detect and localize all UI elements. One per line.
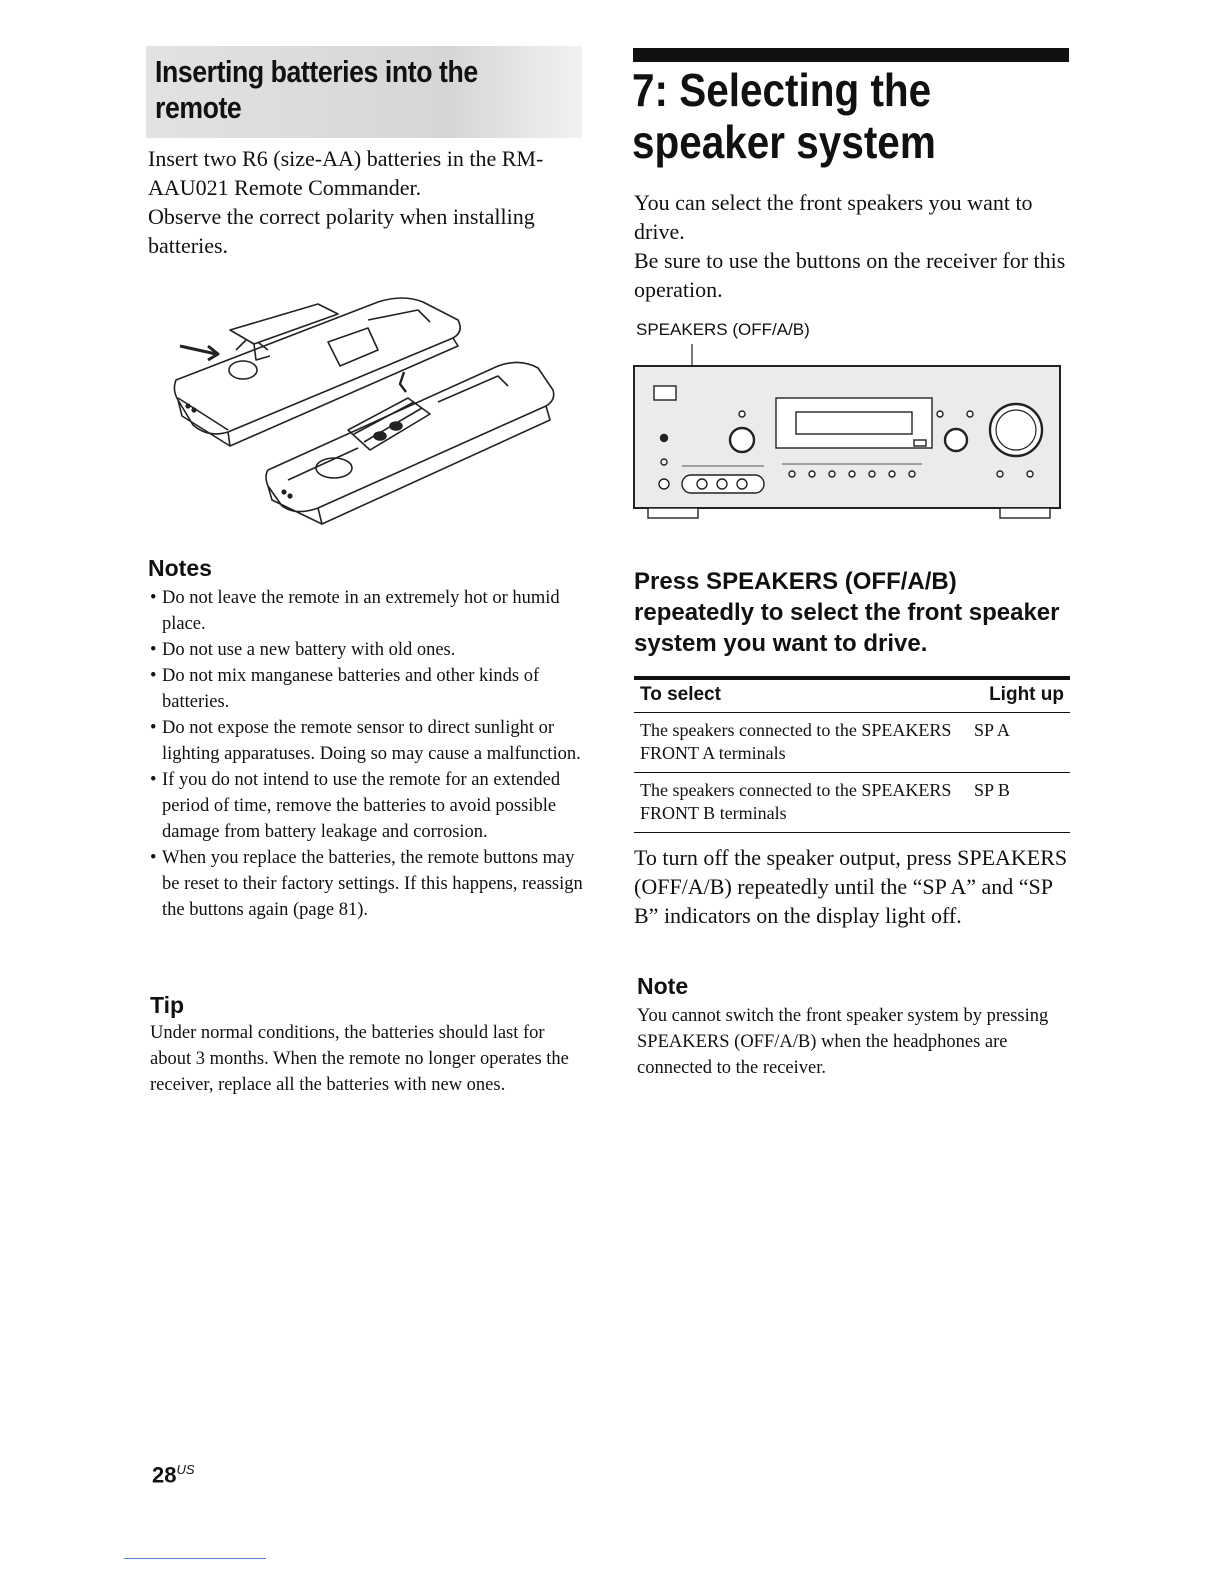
page-suffix: US <box>176 1462 195 1477</box>
list-item: • Do not leave the remote in an extremely hot or humid place. <box>148 585 588 637</box>
speaker-intro <box>634 188 1074 304</box>
table-cell: SP B <box>974 780 1010 800</box>
list-item: • If you do not intend to use the remote for an extended period of time, remove the batteries to avoid possible damage from battery leakage and corrosion. <box>148 767 588 845</box>
list-item: • Do not use a new battery with old ones. <box>148 637 588 663</box>
page-number: $28^{US}$ <box>152 1462 195 1488</box>
bullet-icon: • <box>150 588 157 608</box>
bullet-icon: • <box>150 640 157 660</box>
page-title: 7: Selecting the speaker system <box>632 64 936 168</box>
table-cell: SP A <box>974 720 1010 740</box>
tip-heading: Tip <box>150 992 185 1018</box>
bullet-icon: • <box>150 666 157 686</box>
footer-rule <box>124 1558 266 1559</box>
section-heading: Inserting batteries into the remote <box>155 54 478 125</box>
remote-battery-illustration <box>168 280 568 535</box>
table-row <box>634 713 1070 773</box>
battery-intro <box>148 144 578 260</box>
notes-heading: Notes <box>148 555 212 581</box>
intro-paragraph: Observe the correct polarity when installing batteries. <box>148 204 535 258</box>
table-row <box>634 773 1070 833</box>
bullet-icon: • <box>150 718 157 738</box>
list-item: • When you replace the batteries, the remote buttons may be reset to their factory settings. If this happens, reassign the buttons again (page 81). <box>148 845 588 923</box>
notes-list <box>148 585 588 923</box>
list-item: • Do not mix manganese batteries and other kinds of batteries. <box>148 663 588 715</box>
bullet-icon: • <box>150 770 157 790</box>
paragraph: To turn off the speaker output, press SPEAKERS (OFF/A/B) repeatedly until the “SP A” and “SP B” indicators on the display light off. <box>634 845 1068 928</box>
note-text: You cannot switch the front speaker system by pressing SPEAKERS (OFF/A/B) when the headphones are connected to the receiver. <box>637 1006 1049 1078</box>
intro-paragraph: You can select the front speakers you want to drive. <box>634 190 1033 244</box>
table-cell: The speakers connected to the SPEAKERS FRONT A terminals <box>640 720 952 763</box>
note-heading: Note <box>637 973 689 999</box>
table-header <box>634 680 1070 713</box>
speaker-selection-table <box>634 676 1070 833</box>
turn-off-instructions <box>634 843 1074 930</box>
list-item: • Do not expose the remote sensor to direct sunlight or lighting apparatuses. Doing so may cause a malfunction. <box>148 715 588 767</box>
column-header: To select <box>640 684 721 705</box>
table-cell: The speakers connected to the SPEAKERS FRONT B terminals <box>640 780 952 823</box>
chapter-rule <box>633 48 1069 62</box>
intro-paragraph: Be sure to use the buttons on the receiver for this operation. <box>634 248 1066 302</box>
intro-paragraph: Insert two R6 (size-AA) batteries in the RM-AAU021 Remote Commander. <box>148 146 544 200</box>
step-instruction: Press SPEAKERS (OFF/A/B) repeatedly to select the front speaker system you want to drive. <box>634 568 1060 657</box>
tip-text: Under normal conditions, the batteries should last for about 3 months. When the remote no longer operates the receiver, replace all the batteries with new ones. <box>150 1023 569 1095</box>
bullet-icon: • <box>150 848 157 868</box>
column-header: Light up <box>989 684 1064 705</box>
receiver-front-panel-illustration <box>632 342 1064 529</box>
figure-callout-label: SPEAKERS (OFF/A/B) <box>636 320 810 339</box>
